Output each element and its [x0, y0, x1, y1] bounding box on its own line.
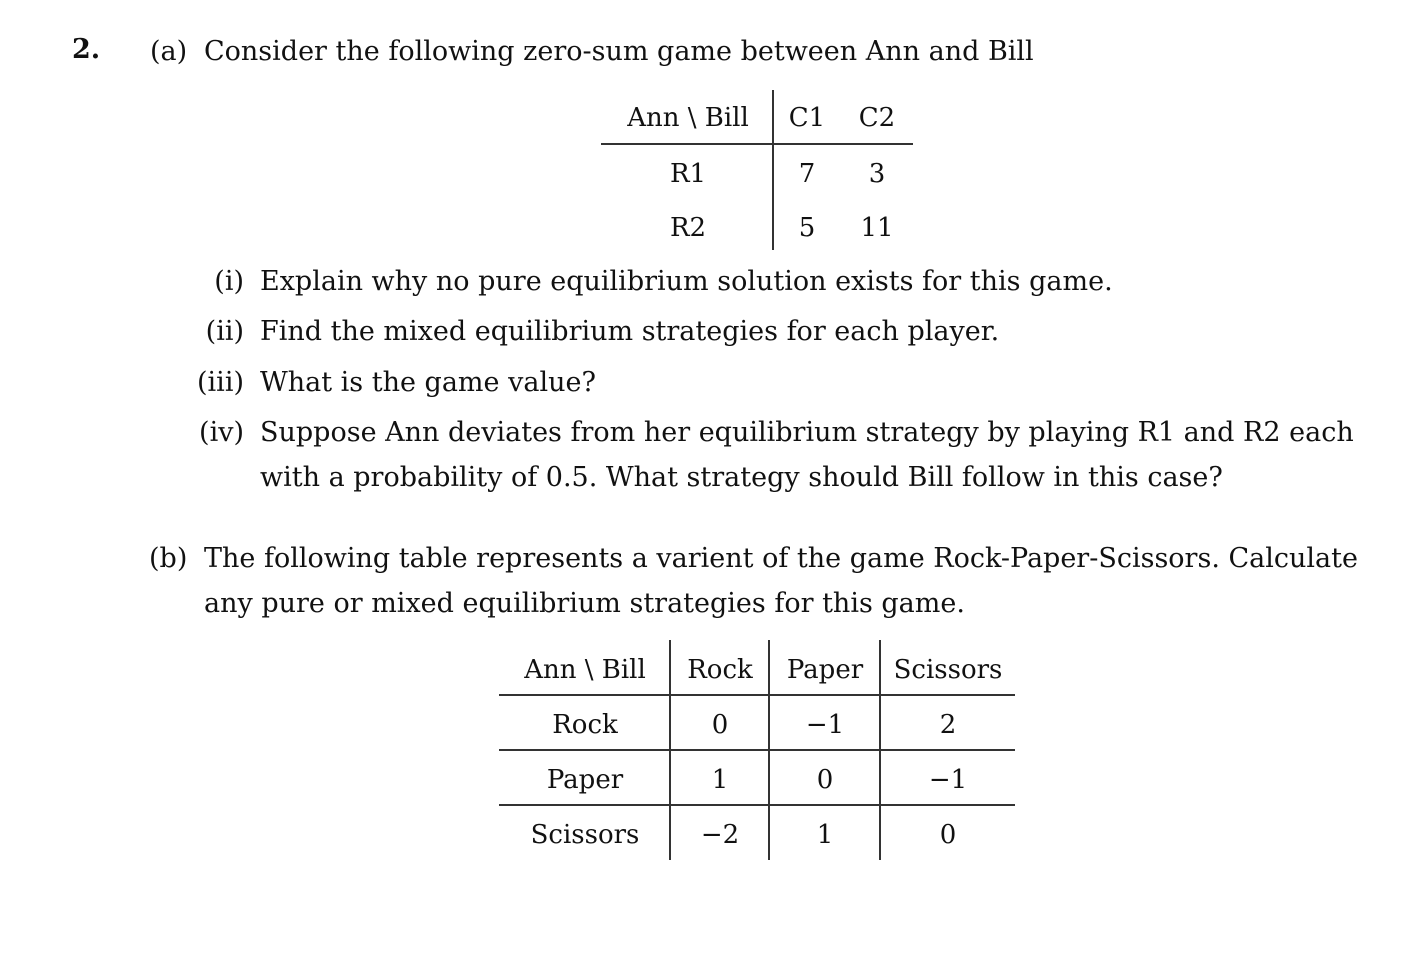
table-a-corner: Ann \ Bill — [627, 103, 749, 133]
part-a-intro: Consider the following zero-sum game between Ann and Bill — [204, 36, 1034, 67]
part-b-label: (b) — [149, 543, 188, 574]
table-b-col-header: Paper — [786, 655, 864, 685]
question-number: 2. — [72, 34, 101, 65]
payoff-table-a — [0, 0, 1426, 260]
table-a-col-header: C2 — [858, 103, 896, 133]
subpart-ii-text: Find the mixed equilibrium strategies for each player. — [260, 316, 1000, 347]
table-a-col-header: C1 — [788, 103, 826, 133]
subpart-i-label: (i) — [214, 266, 244, 297]
table-b-cell: 0 — [816, 765, 834, 795]
subpart-iii-label: (iii) — [197, 367, 244, 398]
table-b-cell: 1 — [816, 820, 834, 850]
table-a-cell: 3 — [868, 159, 886, 189]
table-b-cell: −1 — [805, 710, 845, 740]
table-a-cell: 11 — [860, 213, 894, 243]
subpart-ii-label: (ii) — [205, 316, 244, 347]
subpart-iii-text: What is the game value? — [260, 367, 596, 398]
table-b-col-header: Scissors — [893, 655, 1003, 685]
table-b-col-header: Rock — [687, 655, 753, 685]
table-a-row-label: R1 — [669, 159, 707, 189]
subpart-iv-label: (iv) — [199, 417, 244, 448]
table-b-column-rule — [879, 640, 881, 860]
table-b-cell: 2 — [939, 710, 957, 740]
table-a-header-rule — [601, 143, 913, 145]
subpart-iv-text-line1: Suppose Ann deviates from her equilibrium strategy by playing R1 and R2 each — [260, 417, 1354, 448]
table-b-row-rule — [499, 749, 1015, 751]
table-b-row-label: Paper — [546, 765, 624, 795]
table-b-column-rule — [768, 640, 770, 860]
part-b-text-line2: any pure or mixed equilibrium strategies for this game. — [204, 588, 965, 619]
table-b-row-label: Scissors — [530, 820, 640, 850]
table-a-column-rule — [772, 90, 774, 250]
table-b-row-rule — [499, 804, 1015, 806]
table-a-cell: 7 — [798, 159, 816, 189]
table-b-cell: 0 — [711, 710, 729, 740]
payoff-table-b — [0, 620, 1426, 880]
table-b-cell: 1 — [711, 765, 729, 795]
table-b-row-rule — [499, 694, 1015, 696]
part-b-text-line1: The following table represents a varient of the game Rock-Paper-Scissors. Calculate — [204, 543, 1358, 574]
table-b-corner: Ann \ Bill — [524, 655, 646, 685]
table-b-row-label: Rock — [552, 710, 618, 740]
table-b-cell: −1 — [928, 765, 968, 795]
subpart-iv-text-line2: with a probability of 0.5. What strategy should Bill follow in this case? — [260, 462, 1223, 493]
subpart-i-text: Explain why no pure equilibrium solution exists for this game. — [260, 266, 1113, 297]
part-a-label: (a) — [150, 36, 188, 67]
table-a-cell: 5 — [798, 213, 816, 243]
table-b-cell: 0 — [939, 820, 957, 850]
table-b-column-rule — [669, 640, 671, 860]
table-a-row-label: R2 — [669, 213, 707, 243]
table-b-cell: −2 — [700, 820, 740, 850]
